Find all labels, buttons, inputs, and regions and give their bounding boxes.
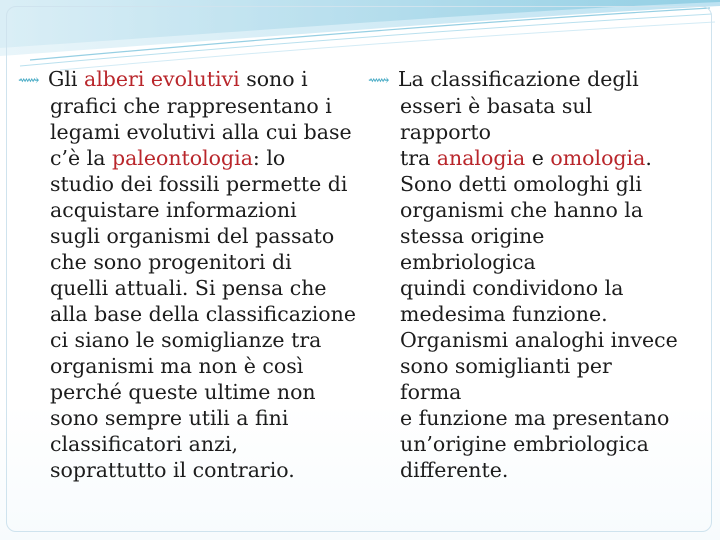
highlighted-term: alberi evolutivi (84, 67, 240, 91)
right-text-column (368, 66, 678, 483)
left-text-column (18, 66, 356, 483)
text-run: sono i grafici che rappresentano i legami evolutivi alla cui base c’è la (50, 67, 352, 170)
right-paragraph-text (398, 67, 678, 482)
text-run: : lo studio dei fossili permette di acquistare informazioni sugli organismi del passato che sono progenitori di quelli attuali. Si pensa che alla base della classificazione ci siano le somiglianze tra organismi ma non è così perché queste ultime non sono sempre utili a fini classificatori anzi, soprattutto il contrario. (50, 146, 356, 482)
highlighted-term: analogia (436, 146, 526, 170)
highlighted-term: omologia (550, 146, 646, 170)
text-run: La classificazione degli esseri è basata sul rapporto tra (398, 67, 639, 170)
text-run: . Sono detti omologhi gli organismi che hanno la stessa origine embriologica quindi condividono la medesima funzione. Organismi analoghi invece sono somiglianti per forma e funzione ma presentano un’origine embriologica differente. (400, 146, 678, 482)
curl-bullet-icon: ⟿ (18, 71, 40, 89)
text-run: Gli (48, 67, 85, 91)
curl-bullet-icon: ⟿ (368, 71, 390, 89)
right-paragraph (368, 66, 678, 483)
text-run: e (525, 146, 551, 170)
left-paragraph (18, 66, 356, 483)
left-paragraph-text (48, 67, 356, 482)
highlighted-term: paleontologia (111, 146, 253, 170)
